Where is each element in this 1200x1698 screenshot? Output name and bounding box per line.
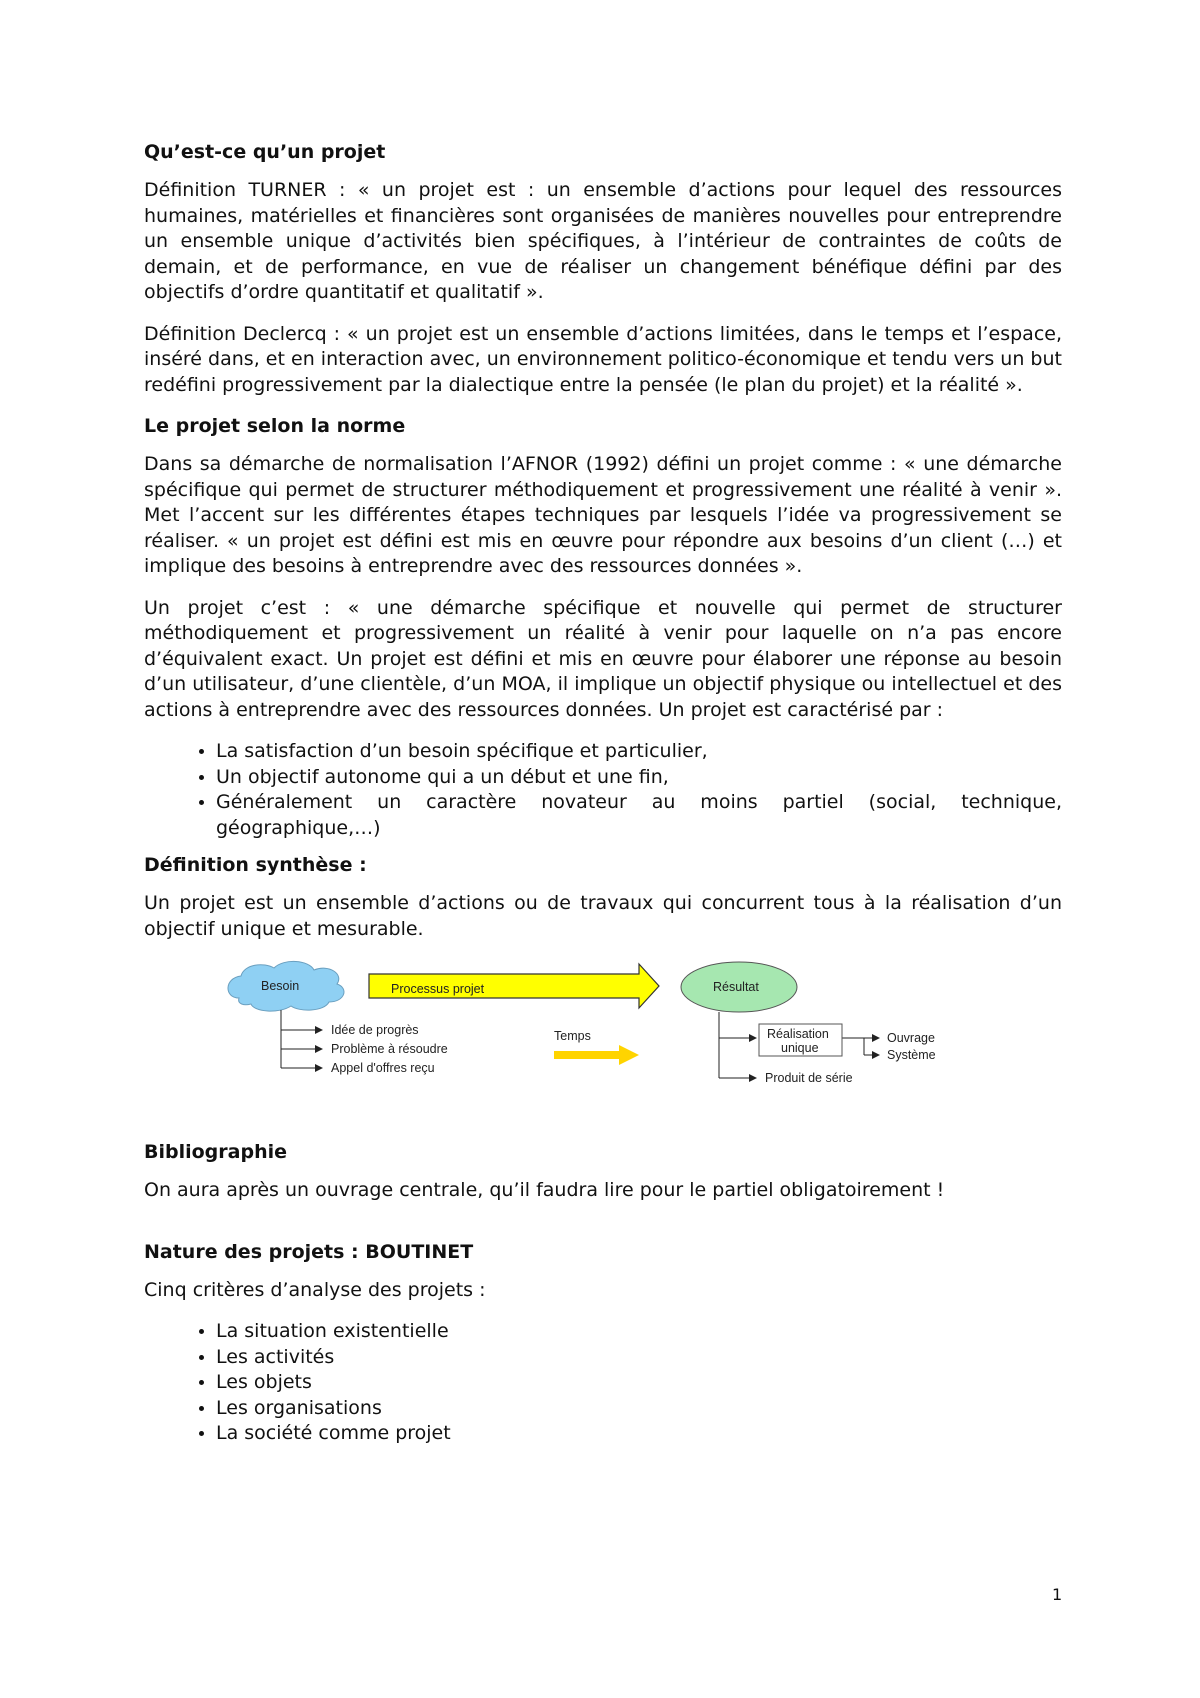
heading-definition-synthese: Définition synthèse : (144, 854, 367, 876)
realisation-line2: unique (781, 1041, 819, 1055)
input-probleme: Problème à résoudre (331, 1042, 448, 1056)
list-caracteristiques (144, 739, 1062, 841)
produit-de-serie: Produit de série (765, 1071, 853, 1085)
realisation-line1: Réalisation (767, 1027, 829, 1041)
temps-label: Temps (554, 1029, 591, 1043)
output-systeme: Système (887, 1048, 936, 1062)
heading-nature-des-projets: Nature des projets : BOUTINET (144, 1240, 474, 1263)
list-item: • Les activités (216, 1345, 1062, 1371)
paragraph-bibliographie: On aura après un ouvrage centrale, qu’il faudra lire pour le partiel obligatoirement ! (144, 1179, 945, 1201)
inputs-branch (281, 1010, 322, 1068)
input-appel: Appel d'offres reçu (331, 1061, 435, 1075)
spacer (144, 1220, 1062, 1240)
heading-projet-selon-norme: Le projet selon la norme (144, 415, 406, 437)
output-ouvrage: Ouvrage (887, 1031, 935, 1045)
resultat-ellipse (681, 962, 797, 1012)
paragraph-definition-turner: Définition TURNER : « un projet est : un ensemble d’actions pour lequel des ressources humaines, matérielles et financières sont organisées de manières nouvelles pour entreprendre un ensemble unique d’activités bien spécifiques, à l’intérieur de contraintes de coûts de demain, et de performance, en vue de réaliser un changement bénéfique défini par des objectifs d’ordre quantitatif et qualitatif ». (144, 179, 1062, 303)
list-item: • Les objets (216, 1370, 1062, 1396)
project-process-diagram (219, 958, 999, 1108)
document-page (144, 140, 1062, 1459)
besoin-label: Besoin (261, 979, 300, 993)
paragraph-cinq-criteres: Cinq critères d’analyse des projets : (144, 1278, 486, 1301)
paragraph-synthese: Un projet est un ensemble d’actions ou de travaux qui concurrent tous à la réalisation d’un objectif unique et mesurable. (144, 892, 1062, 940)
processus-label: Processus projet (391, 982, 485, 996)
list-criteres (144, 1319, 1062, 1447)
list-item: • Généralement un caractère novateur au moins partiel (social, technique, géographique,…) (216, 790, 1062, 841)
diagram-svg (219, 958, 999, 1108)
besoin-cloud (228, 961, 344, 1011)
resultat-label: Résultat (713, 980, 759, 994)
list-item: • La société comme projet (216, 1421, 1062, 1447)
temps-arrow (554, 1045, 639, 1065)
input-idee: Idée de progrès (331, 1023, 419, 1037)
paragraph-un-projet-cest: Un projet c’est : « une démarche spécifique et nouvelle qui permet de structurer méthodiquement et progressivement un réalité à venir pour laquelle on n’a pas encore d’équivalent exact. Un projet est défini et mis en œuvre pour élaborer une réponse au besoin d’un utilisateur, d’une clientèle, d’un MOA, il implique un objectif physique ou intellectuel et des actions à entreprendre avec des ressources données. Un projet est caractérisé par : (144, 596, 1062, 721)
list-item: • La satisfaction d’un besoin spécifique et particulier, (216, 739, 1062, 765)
list-item: • La situation existentielle (216, 1319, 1062, 1345)
paragraph-definition-declercq: Définition Declercq : « un projet est un ensemble d’actions limitées, dans le temps et l’espace, inséré dans, et en interaction avec, un environnement politico-économique et tendu vers un but redéfini progressivement par la dialectique entre la pensée (le plan du projet) et la réalité ». (144, 322, 1062, 396)
processus-arrow (369, 964, 659, 1008)
heading-quest-ce-quun-projet: Qu’est-ce qu’un projet (144, 141, 386, 163)
paragraph-afnor: Dans sa démarche de normalisation l’AFNOR (1992) défini un projet comme : « une démarche spécifique qui permet de structurer méthodiquement et progressivement une réalité à venir ». Met l’accent sur les différentes étapes techniques par lesquels l’idée va progressivement se réaliser. « un projet est défini est mis en œuvre pour répondre aux besoins d’un client (…) et implique des besoins à entreprendre avec des ressources données ». (144, 453, 1062, 577)
list-item: • Les organisations (216, 1396, 1062, 1422)
page-number: 1 (1052, 1585, 1063, 1604)
heading-bibliographie: Bibliographie (144, 1141, 287, 1163)
list-item: • Un objectif autonome qui a un début et une fin, (216, 765, 1062, 791)
